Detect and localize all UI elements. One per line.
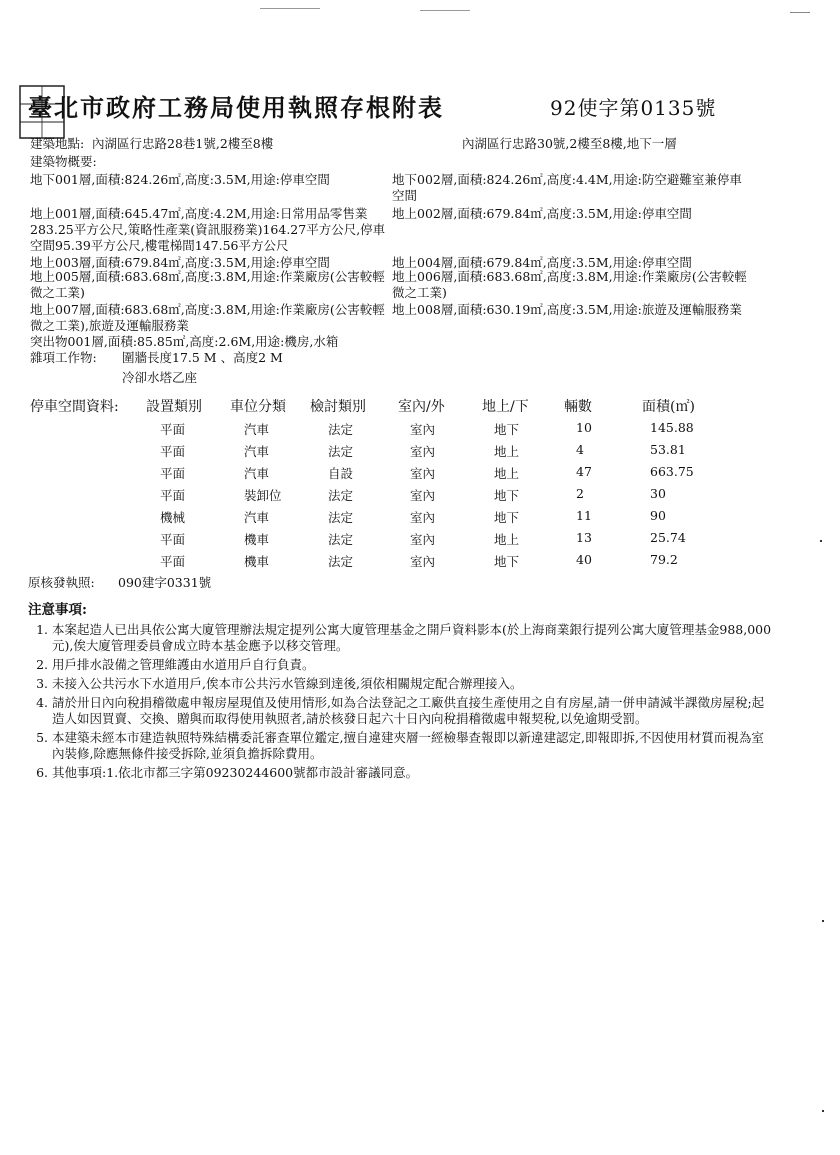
protrusion-floor: 突出物001層,面積:85.85㎡,高度:2.6M,用途:機房,水箱 [30, 334, 339, 349]
col-header-review: 檢討類別 [310, 399, 366, 415]
floor-8: 地上008層,面積:630.19㎡,高度:3.5M,用途:旅遊及運輸服務業 [392, 302, 742, 317]
floor-1: 地上001層,面積:645.47㎡,高度:4.2M,用途:日常用品零售業283.25平方公尺,策略性產業(資訊服務業)164.27平方公尺,停車空間95.39平方公尺,樓電梯間147.56平方公尺 [30, 206, 386, 253]
parking-cell: 地下 [494, 488, 520, 503]
site-address-2: 內湖區行忠路30號,2樓至8樓,地下一層 [462, 136, 677, 151]
parking-cell: 10 [576, 420, 592, 435]
floor-5: 地上005層,面積:683.68㎡,高度:3.8M,用途:作業廠房(公害較輕微之工業) [30, 269, 385, 300]
parking-cell: 2 [576, 486, 584, 501]
parking-cell: 平面 [160, 422, 186, 437]
col-header-setup: 設置類別 [146, 399, 202, 415]
parking-cell: 145.88 [650, 420, 694, 435]
floor-6: 地上006層,面積:683.68㎡,高度:3.8M,用途:作業廠房(公害較輕微之工業) [392, 269, 747, 300]
parking-cell: 法定 [328, 554, 354, 569]
parking-cell: 室內 [410, 510, 436, 525]
parking-cell: 47 [576, 464, 592, 479]
floor-2: 地上002層,面積:679.84㎡,高度:3.5M,用途:停車空間 [392, 206, 692, 221]
parking-cell: 地上 [494, 532, 520, 547]
parking-cell: 汽車 [244, 510, 270, 525]
parking-cell: 平面 [160, 444, 186, 459]
misc-line-2: 冷卻水塔乙座 [122, 370, 198, 385]
parking-cell: 汽車 [244, 466, 270, 481]
col-header-indoor: 室內/外 [398, 399, 445, 415]
parking-cell: 地上 [494, 466, 520, 481]
parking-cell: 90 [650, 508, 666, 523]
parking-label: 停車空間資料: [30, 399, 119, 415]
overview-label: 建築物概要: [30, 154, 97, 169]
parking-cell: 平面 [160, 532, 186, 547]
note-item: 2. 用戶排水設備之管理維護由水道用戶自行負責。 [52, 657, 773, 673]
parking-cell: 30 [650, 486, 666, 501]
floor-3: 地上003層,面積:679.84㎡,高度:3.5M,用途:停車空間 [30, 255, 330, 270]
note-item: 6. 其他事項:1.依北市都三字第09230244600號都市設計審議同意。 [52, 765, 773, 781]
parking-cell: 平面 [160, 554, 186, 569]
parking-cell: 法定 [328, 422, 354, 437]
misc-line-1: 圍牆長度17.5 M 、高度2 M [122, 350, 283, 365]
parking-cell: 地上 [494, 444, 520, 459]
note-item: 4. 請於卅日內向稅捐稽徵處申報房屋現值及使用情形,如為合法登記之工廠供直接生產使用之自有房屋,請一併申請減半課徵房屋稅;起造人如因買賣、交換、贈與而取得使用執照者,請於核發日起六十日內向稅捐稽徵處申報契稅,以免逾期受罰。 [52, 695, 773, 727]
site-address-1: 內湖區行忠路28巷1號,2樓至8樓 [92, 136, 274, 151]
parking-cell: 地下 [494, 510, 520, 525]
parking-cell: 平面 [160, 488, 186, 503]
notes-heading: 注意事項: [28, 602, 87, 618]
parking-cell: 汽車 [244, 422, 270, 437]
site-label: 建築地點: [30, 136, 85, 151]
misc-label: 雜項工作物: [30, 350, 97, 365]
scan-noise [790, 12, 810, 13]
note-item: 5. 本建築未經本市建造執照特殊結構委託審查單位鑑定,擅自違建夾層一經檢舉查報即以新違建認定,即報即拆,不因使用材質而視為室內裝修,除應無條件接受拆除,並須負擔拆除費用。 [52, 730, 773, 762]
parking-cell: 機車 [244, 554, 270, 569]
notes-list [28, 622, 773, 781]
floor-4: 地上004層,面積:679.84㎡,高度:3.5M,用途:停車空間 [392, 255, 692, 270]
parking-cell: 40 [576, 552, 592, 567]
col-header-area: 面積(㎡) [642, 399, 695, 415]
parking-cell: 室內 [410, 444, 436, 459]
parking-cell: 法定 [328, 444, 354, 459]
col-header-level: 地上/下 [482, 399, 529, 415]
scan-dot [822, 920, 824, 922]
floor-b1: 地下001層,面積:824.26㎡,高度:3.5M,用途:停車空間 [30, 172, 330, 187]
parking-cell: 平面 [160, 466, 186, 481]
parking-cell: 53.81 [650, 442, 686, 457]
parking-cell: 地下 [494, 422, 520, 437]
col-header-count: 輛數 [564, 399, 592, 415]
parking-cell: 室內 [410, 532, 436, 547]
parking-cell: 法定 [328, 488, 354, 503]
scan-noise [260, 8, 320, 9]
parking-cell: 室內 [410, 422, 436, 437]
floor-b2: 地下002層,面積:824.26㎡,高度:4.4M,用途:防空避難室兼停車空間 [392, 172, 742, 203]
parking-cell: 機械 [160, 510, 186, 525]
parking-cell: 4 [576, 442, 584, 457]
parking-cell: 法定 [328, 510, 354, 525]
parking-cell: 汽車 [244, 444, 270, 459]
parking-cell: 法定 [328, 532, 354, 547]
parking-cell: 11 [576, 508, 592, 523]
parking-cell: 室內 [410, 466, 436, 481]
floor-7: 地上007層,面積:683.68㎡,高度:3.8M,用途:作業廠房(公害較輕微之工業),旅遊及運輸服務業 [30, 302, 385, 333]
parking-cell: 自設 [328, 466, 354, 481]
parking-cell: 79.2 [650, 552, 678, 567]
document-title: 臺北市政府工務局使用執照存根附表 [28, 93, 444, 122]
note-item: 3. 未接入公共污水下水道用戶,俟本市公共污水管線到達後,須依相關規定配合辦理接入。 [52, 676, 773, 692]
parking-cell: 13 [576, 530, 592, 545]
col-header-space-type: 車位分類 [230, 399, 286, 415]
parking-cell: 機車 [244, 532, 270, 547]
parking-cell: 663.75 [650, 464, 694, 479]
original-permit-label: 原核發執照: [28, 575, 95, 590]
notes-section [28, 598, 773, 784]
permit-number: 92使字第0135號 [550, 96, 717, 120]
parking-cell: 地下 [494, 554, 520, 569]
scan-dot [822, 1110, 824, 1112]
parking-cell: 室內 [410, 488, 436, 503]
parking-cell: 25.74 [650, 530, 686, 545]
scan-dot [820, 540, 822, 542]
parking-cell: 室內 [410, 554, 436, 569]
scan-noise [420, 10, 470, 11]
original-permit-value: 090建字0331號 [118, 575, 212, 590]
note-item: 1. 本案起造人已出具依公寓大廈管理辦法規定提列公寓大廈管理基金之開戶資料影本(於上海商業銀行提列公寓大廈管理基金988,000元),俟大廈管理委員會成立時本基金應予以移交管理。 [52, 622, 773, 654]
parking-cell: 裝卸位 [244, 488, 282, 503]
